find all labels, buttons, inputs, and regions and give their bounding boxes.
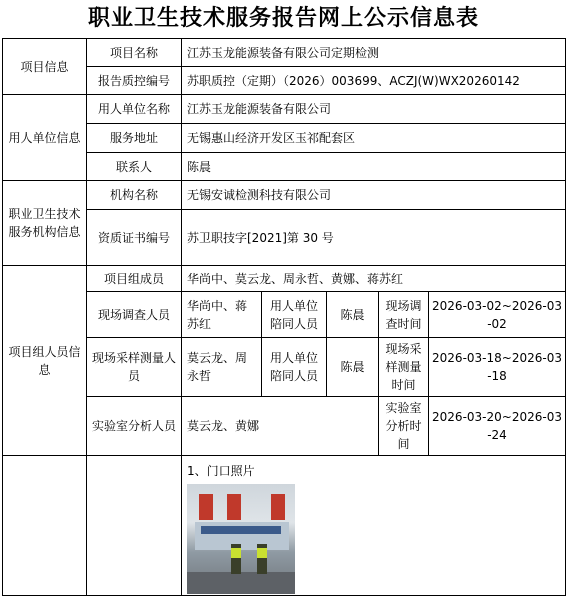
members-label: 项目组成员 (87, 266, 182, 292)
sampling-time-label: 现场采样测量时间 (379, 338, 429, 397)
sampling-staff-label: 现场采样测量人员 (87, 338, 182, 397)
table-row (3, 397, 566, 456)
photo-section-blank-2 (87, 456, 182, 596)
table-row (3, 456, 566, 596)
agency-section: 职业卫生技术服务机构信息 (3, 181, 87, 266)
report-code-value: 苏职质控（定期）（2026）003699、ACZJ(W)WX20260142 (182, 67, 566, 95)
lab-staff-value: 莫云龙、黄娜 (182, 397, 379, 456)
service-address-value: 无锡惠山经济开发区玉祁配套区 (182, 124, 566, 153)
report-code-label: 报告质控编号 (87, 67, 182, 95)
service-address-label: 服务地址 (87, 124, 182, 153)
project-info-section: 项目信息 (3, 39, 87, 95)
certificate-label: 资质证书编号 (87, 210, 182, 266)
gate-photo-image (187, 484, 295, 594)
survey-time-label: 现场调查时间 (379, 292, 429, 338)
table-row (3, 39, 566, 67)
table-row (3, 292, 566, 338)
table-row (3, 95, 566, 124)
contact-label: 联系人 (87, 153, 182, 181)
survey-escort-label: 用人单位陪同人员 (262, 292, 327, 338)
lab-staff-label: 实验室分析人员 (87, 397, 182, 456)
sampling-escort-label: 用人单位陪同人员 (262, 338, 327, 397)
employer-name-value: 江苏玉龙能源装备有限公司 (182, 95, 566, 124)
agency-name-label: 机构名称 (87, 181, 182, 210)
table-row (3, 153, 566, 181)
survey-time-value: 2026-03-02~2026-03-02 (429, 292, 566, 338)
table-row (3, 124, 566, 153)
page-title: 职业卫生技术服务报告网上公示信息表 (87, 6, 479, 31)
certificate-value: 苏卫职技字[2021]第 30 号 (182, 210, 566, 266)
contact-value: 陈晨 (182, 153, 566, 181)
disclosure-table (2, 38, 566, 596)
survey-staff-value: 华尚中、蒋苏红 (182, 292, 262, 338)
photo-caption: 1、门口照片 (187, 464, 255, 478)
lab-time-value: 2026-03-20~2026-03-24 (429, 397, 566, 456)
table-row (3, 266, 566, 292)
employer-section: 用人单位信息 (3, 95, 87, 181)
survey-escort-value: 陈晨 (327, 292, 379, 338)
employer-name-label: 用人单位名称 (87, 95, 182, 124)
members-value: 华尚中、莫云龙、周永哲、黄娜、蒋苏红 (182, 266, 566, 292)
lab-time-label: 实验室分析时间 (379, 397, 429, 456)
project-name-value: 江苏玉龙能源装备有限公司定期检测 (182, 39, 566, 67)
sampling-time-value: 2026-03-18~2026-03-18 (429, 338, 566, 397)
table-row (3, 210, 566, 266)
project-name-label: 项目名称 (87, 39, 182, 67)
table-row (3, 67, 566, 95)
staff-section: 项目组人员信息 (3, 266, 87, 456)
sampling-escort-value: 陈晨 (327, 338, 379, 397)
photo-cell (182, 456, 566, 596)
sampling-staff-value: 莫云龙、周永哲 (182, 338, 262, 397)
agency-name-value: 无锡安诚检测科技有限公司 (182, 181, 566, 210)
table-row (3, 181, 566, 210)
survey-staff-label: 现场调查人员 (87, 292, 182, 338)
table-row (3, 338, 566, 397)
photo-section-blank (3, 456, 87, 596)
